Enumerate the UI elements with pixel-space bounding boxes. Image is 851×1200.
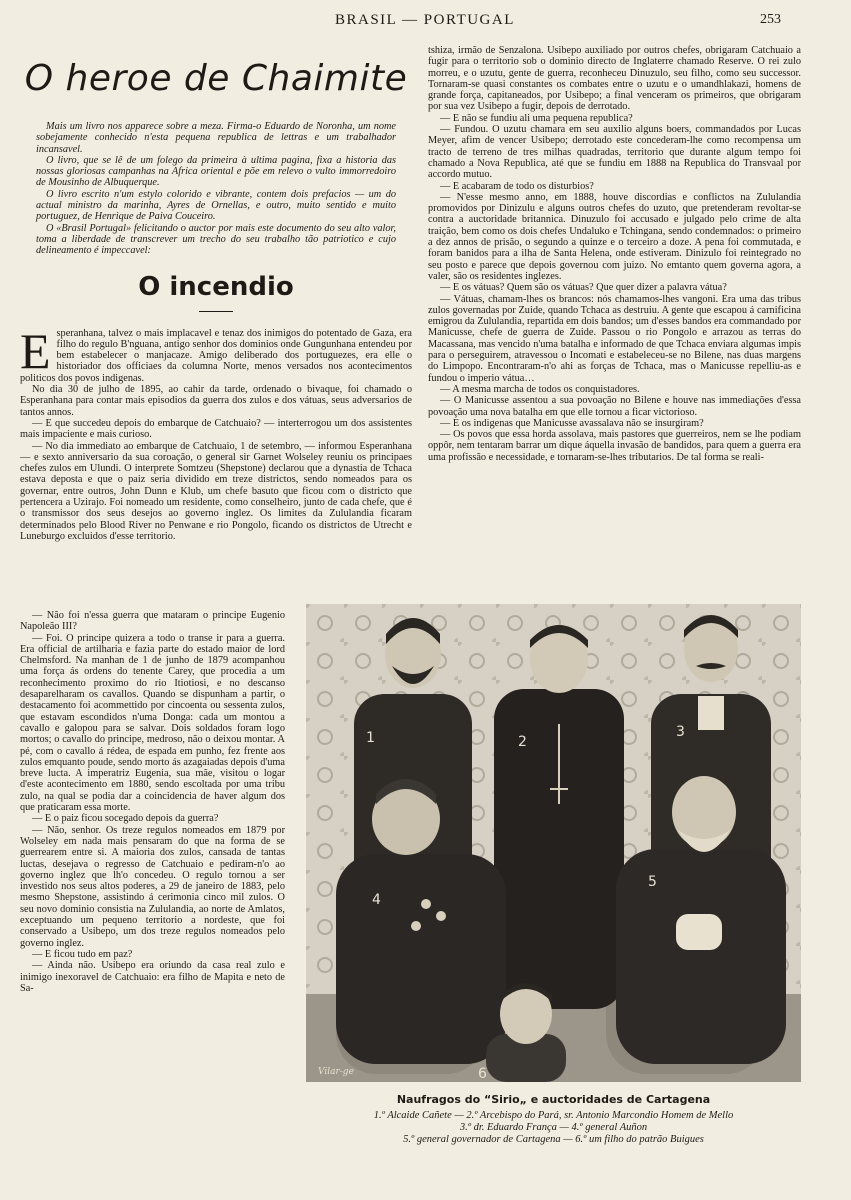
body-paragraph: — A mesma marcha de todos os conquistadores. — [440, 383, 640, 395]
body-paragraph: — Ainda não. Usibepo era oriundo da casa real zulo e inimigo inexoravel de Catchuaio: era filho de Mapita e neto de Sa- — [20, 960, 285, 994]
body-paragraph: — Vátuas, chamam-lhes os brancos: nós chamamos-lhes vangoni. Era uma das tribus zulos governadas por Zuide, quando Tchaca as destruiu. A gente que escapou á carnificina emigrou da Zululandia, repartida em dois bandos; um d'esses bandos era commandado por Manicusse, chefe de guerra de Zuide. Passou o rio Pongolo e arrazou as terras do Macassana, mas vencido n'uma batalha e informado de que Tchaca enviara algumas impis para o perseguirem, atravessou o Incomati e estabeleceu-se no Bilene, nas duas margens do Limpopo. Encontraram-n'o ahi as forças de Tchaca, mas o Manicusse repelliu-as e fundou o imperio vátua… — [428, 293, 801, 384]
figure-number: 6 — [478, 1066, 487, 1082]
photo-caption-line: 5.º general governador de Cartagena — 6.º um filho do patrão Buigues — [403, 1134, 704, 1145]
running-head: BRASIL — PORTUGAL — [335, 12, 515, 28]
body-paragraph: — E o paiz ficou socegado depois da guerra? — [32, 813, 219, 825]
body-paragraph: — E não se fundiu ali uma pequena republica? — [440, 112, 633, 124]
body-paragraph: — E os vátuas? Quem são os vátuas? Que quer dizer a palavra vátua? — [440, 282, 727, 294]
intro-paragraph: O livro escrito n'um estylo colorido e vibrante, contem dois prefacios — um do actual ministro da marinha, Ayres de Ornellas, e outro, muito sentido e muito portuguez, de Henrique de Paiva Couceiro. — [36, 188, 396, 223]
body-text: speranhana, talvez o mais implacavel e tenaz dos inimigos do potentado de Gaza, era filho do regulo B'nguana, antigo senhor dos dominios onde Gungunhana entendeu por bem estabelecer o manjacaze. Amigo deliberado dos portuguezes, era elle o historiador dos officiaes da columna Norte, menos versados nos acontecimentos politicos dos povos indigenas. — [20, 327, 412, 384]
photo-caption-line: 3.º dr. Eduardo França — 4.º general Auñon — [459, 1122, 648, 1133]
article-title-incendio: O incendio — [138, 271, 294, 302]
body-paragraph: — Não foi n'essa guerra que mataram o principe Eugenio Napoleão III? — [20, 610, 285, 633]
figure-number: 5 — [648, 874, 657, 890]
figure-number: 3 — [676, 724, 685, 740]
photo-caption-title: Naufragos do “Sirio„ e auctoridades de Cartagena — [396, 1093, 711, 1106]
narrow-column — [20, 610, 285, 994]
photographer-signature: Vilar-ge — [318, 1067, 354, 1077]
body-paragraph — [20, 322, 412, 384]
page-number: 253 — [760, 12, 781, 27]
intro-paragraph: Mais um livro nos apparece sobre a meza. Firma-o Eduardo de Noronha, um nome sobejamente conhecido n'esta pequena republica de lettras e um trabalhador incansavel. — [36, 121, 396, 155]
intro-paragraph: O «Brasil Portugal» felicitando o auctor por mais este documento do seu alto valor, toma a liberdade de transcrever um trecho do seu trabalho tão patriotico e cujo delineamento é impeccavel: — [36, 222, 396, 257]
title-rule — [199, 311, 233, 312]
figure-number: 1 — [366, 730, 375, 746]
photo-caption-line: 1.º Alcaide Cañete — 2.º Arcebispo do Pará, sr. Antonio Marcondio Homem de Mello — [373, 1110, 734, 1121]
body-paragraph: — O Manicusse assentou a sua povoação no Bilene e houve nas immediações d'essa povoação uma nova batalha em que elle tornou a ficar victorioso. — [428, 395, 801, 418]
body-paragraph: — Não, senhor. Os treze regulos nomeados em 1879 por Wolseley em nada mais pensaram do que na forma de se guerrearem entre si. A maioria dos zulos, cansada de tantas luctas, desejava o regresso de Catchuaio e pediram-n'o ao governo inglez que lh'o concedeu. O regulo tornou a ser investido nos seus altos poderes, a 29 de janeiro de 1883, pelo mesmo Shepstone, assistindo á cerimonia cinco mil zulos. O seu novo dominio consistia na Zululandia, ao norte de Amlatos, exceptuando um pequeno territorio a nordeste, que foi conservado a Usibepo, um dos treze regulos nomeados pelo governo inglez. — [20, 824, 285, 949]
body-paragraph: — E os indigenas que Manicusse avassalava não se insurgiram? — [440, 417, 704, 429]
body-paragraph: — Os povos que essa horda assolava, mais pastores que guerreiros, nem se lhe podiam oppôr, nem tentaram barrar um dique áquella invasão de bandidos, para quem a guerra era uma profissão e necessidade, e tornaram-se-lhes tributarios. De tal forma se reali- — [428, 429, 801, 463]
right-column — [428, 45, 801, 463]
photo-illustration — [306, 604, 801, 1082]
group-photograph — [306, 604, 801, 1082]
figure-number: 4 — [372, 892, 381, 908]
body-paragraph: — Fundou. O uzutu chamara em seu auxilio alguns boers, commandados por Lucas Meyer, afim de vencer Usibepo; derrotado este concederam-lhe como recompensa um tracto de terreno de tres milhas quadradas, territorio que durante algum tempo foi chamado a Nova Republica, até que se fundiu em 1888 na Republica do Transvaal por accordo mutuo. — [428, 124, 801, 181]
body-paragraph: — N'esse mesmo anno, em 1888, houve discordias e conflictos na Zululandia promovidos por Dinizulu e alguns outros chefes do uzuto, que pretenderam revoltar-se contra a auctoridade britannica. Dinuzulo foi accusado e julgado pelo crime de alta traição, bem como os dois chefes Undaluko e Tchingana, sendo condemnados: o primeiro a dez annos de prisão, o segundo a quinze e o terceiro a doze. A pena foi commutada, e foram banidos para a ilha de Santa Helena, onde estiveram. Dinizulo foi reintegrado no seu posto e parece que depois governou com juizo. No emtanto quem governa agora, a valer, são os residentes inglezes. — [428, 191, 801, 282]
drop-cap: E — [20, 322, 51, 379]
page-header — [0, 12, 851, 34]
body-paragraph: — E que succedeu depois do embarque de Catchuaio? — interterrogou um dos assistentes mais impaciente e mais curioso. — [20, 417, 412, 441]
left-column — [20, 45, 412, 542]
body-paragraph: tshiza, irmão de Senzalona. Usibepo auxiliado por outros chefes, obrigaram Catchuaio a fugir para o territorio sob o dominio directo de Inglaterre chamado Reserve. O rei zulo morreu, e o uzutu, gente de guerra, reconheceu Dinuzulo, seu filho, como seu successor. Tornaram-se quasi constantes os combates entre o uzutu e o umandhlakazi, homens de grande força, capitaneados, por Usibepo; a final venceram os primeiros, que obrigaram por sua vez Usibepo a fugir, depois de derrotado. — [428, 45, 801, 113]
article-intro — [20, 121, 412, 257]
article-title-heroe: O heroe de Chaimite — [24, 58, 408, 99]
body-paragraph: — No dia immediato ao embarque de Catchuaio, 1 de setembro, — informou Esperanhana — e sexto anniversario da sua coroação, o general sir Garnet Wolseley reuniu os principaes chefes zulos em Ulundi. O interprete Somtzeu (Shepstone) declarou que a dynastia de Tchaca estava deposta e que o paiz seria dividido em treze districtos, sendo nomeados para os governar, entre outros, John Dunn e Klub, um chefe basuto que ficou com o districto que pertencera a Uzirajo. Foi nomeado um residente, como conselheiro, junto de cada chefe, que é o transmissor dos seus desejos ao governo inglez. Os limites da Zululandia ficaram determinados pelo Blood River no Penwane e rio Pongolo, ficando os districtos de Utrecht e Luneburgo excluidos d'esse territorio. — [20, 440, 412, 542]
body-paragraph: — Foi. O principe quizera a todo o transe ir para a guerra. Era official de artilharia e fazia parte do estado maior de lord Chelmsford. Na manhan de 1 de junho de 1879 acompanhou uma força ás ordens do tenente Carey, que procedia a um reconhecimento proximo do rio Itiotiosi, e no descanso desaparelharam os cavallos. Quando se dispunham a partir, o destacamento foi acommettido por cincoenta ou sessenta zulos, que estavam escondidos n'uma Donga: cada um montou a cavallo e galopou para se salvar. Dois soldados foram logo mortos; o cavallo do principe, medroso, não o deixou montar. A pé, com o cavallo á rédea, de espada em punho, fez frente aos zulos emquanto poude, sendo morto ás azagaiadas depois d'uma breve lucta. A imperatriz Eugenia, sua mãe, visitou o logar d'este acontecimento em 1880, sendo escoltada por uma tribu zulo, na qual se podia dar a coincidencia de haver algum dos que praticaram essa morte. — [20, 632, 285, 814]
figure-number: 2 — [518, 734, 527, 750]
body-paragraph: — E ficou tudo em paz? — [32, 948, 133, 960]
body-paragraph: — E acabaram de todo os disturbios? — [440, 180, 594, 192]
body-paragraph: No dia 30 de julho de 1895, ao cahir da tarde, ordenado o bivaque, foi chamado o Esperanhana para contar mais episodios da guerra dos zulos e dos vátuas, seus adversarios de tantos annos. — [20, 384, 412, 418]
intro-paragraph: O livro, que se lê de um folego da primeira à ultima pagina, fixa a historia das nossas gloriosas campanhas na Africa oriental e põe em relevo o vulto immorredoiro de Mousinho de Albuquerque. — [36, 154, 396, 189]
